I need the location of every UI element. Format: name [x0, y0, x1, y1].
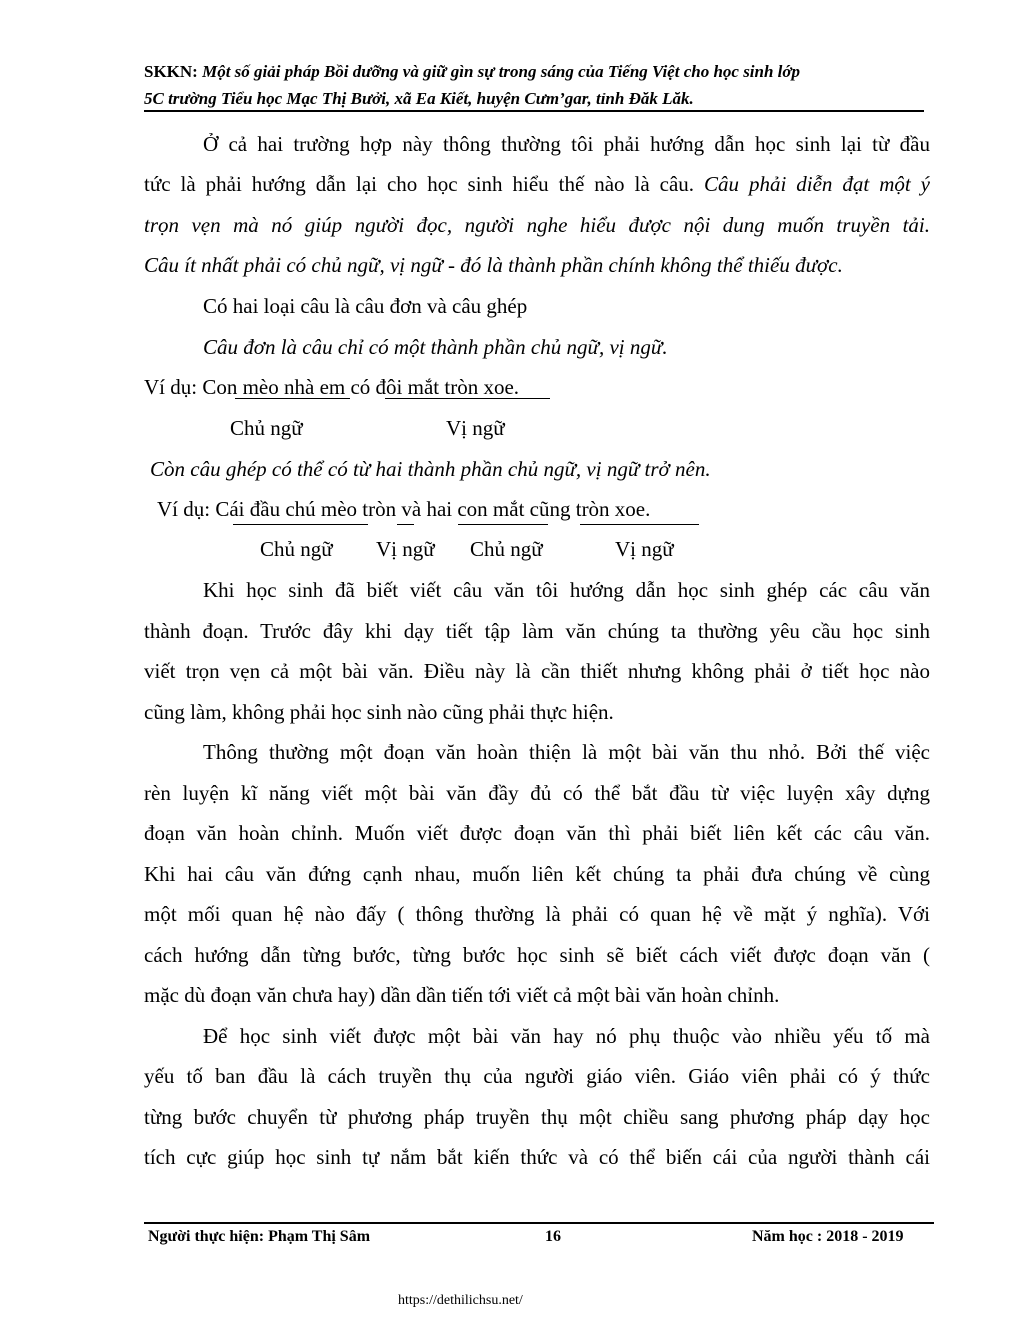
header-title-line-1: Một số giải pháp Bồi dưỡng và giữ gìn sự trong sáng của Tiếng Việt cho học sinh lớp — [202, 62, 801, 81]
header-line-1 — [144, 58, 924, 85]
p1-line-4: Câu ít nhất phải có chủ ngữ, vị ngữ - đó là thành phần chính không thể thiếu được. — [144, 253, 843, 277]
p7-line-2: yếu tố ban đầu là cách truyền thụ của người giáo viên. Giáo viên phải có ý thức — [144, 1064, 930, 1088]
footer-rule — [144, 1222, 934, 1224]
p3-line: Câu đơn là câu chỉ có một thành phần chủ ngữ, vị ngữ. — [203, 335, 668, 359]
example-1-predicate-label: Vị ngữ — [446, 416, 505, 440]
example-2-predicate-2-underline — [580, 524, 699, 525]
page-header — [144, 58, 924, 112]
example-2-subject-2-underline — [458, 524, 548, 525]
example-1-subject-label: Chủ ngữ — [230, 416, 303, 440]
p4-line: Còn câu ghép có thể có từ hai thành phần chủ ngữ, vị ngữ trở nên. — [150, 457, 711, 481]
example-2-subject-1-label: Chủ ngữ — [260, 537, 333, 561]
p6-line-7: mặc dù đoạn văn chưa hay) dần dần tiến tới viết cả một bài văn hoàn chỉnh. — [144, 983, 780, 1007]
footer-school-year: Năm học : 2018 - 2019 — [752, 1228, 904, 1245]
footer-page-number: 16 — [545, 1228, 561, 1245]
header-prefix: SKKN: — [144, 62, 198, 81]
p7-line-4: tích cực giúp học sinh tự nắm bắt kiến thức và có thể biến cái của người thành cái — [144, 1145, 930, 1169]
example-2-predicate-1-label: Vị ngữ — [376, 537, 435, 561]
source-url-link[interactable]: https://dethilichsu.net/ — [398, 1293, 523, 1308]
p1-line-1: Ở cả hai trường hợp này thông thường tôi phải hướng dẫn học sinh lại từ đầu — [203, 132, 930, 156]
p7-line-3: từng bước chuyển từ phương pháp truyền thụ một chiều sang phương pháp dạy học — [144, 1105, 930, 1129]
example-2-sentence: Ví dụ: Cái đầu chú mèo tròn và hai con mắt cũng tròn xoe. — [157, 497, 651, 521]
example-2-subject-2-label: Chủ ngữ — [470, 537, 543, 561]
p1-line-3: trọn vẹn mà nó giúp người đọc, người nghe hiểu được nội dung muốn truyền tải. — [144, 213, 930, 237]
p6-line-5: một mối quan hệ nào đấy ( thông thường là phải có quan hệ về mặt ý nghĩa). Với — [144, 902, 930, 926]
p6-line-3: đoạn văn hoàn chỉnh. Muốn viết được đoạn văn thì phải biết liên kết các câu văn. — [144, 821, 930, 845]
p6-line-6: cách hướng dẫn từng bước, từng bước học sinh sẽ biết cách viết được đoạn văn ( — [144, 943, 930, 967]
p5-line-1: Khi học sinh đã biết viết câu văn tôi hướng dẫn học sinh ghép các câu văn — [203, 578, 930, 602]
footer-author: Người thực hiện: Phạm Thị Sâm — [148, 1228, 371, 1245]
p6-line-1: Thông thường một đoạn văn hoàn thiện là một bài văn thu nhỏ. Bởi thế việc — [203, 740, 930, 764]
example-2-predicate-2-label: Vị ngữ — [615, 537, 674, 561]
example-1-subject-underline — [235, 398, 350, 399]
example-2-subject-1-underline — [233, 524, 368, 525]
p6-line-4: Khi hai câu văn đứng cạnh nhau, muốn liên kết chúng ta phải đưa chúng về cùng — [144, 862, 930, 886]
p1-line-2 — [144, 170, 930, 198]
example-1-predicate-underline — [385, 398, 550, 399]
header-rule — [144, 110, 924, 112]
example-1-sentence: Ví dụ: Con mèo nhà em có đôi mắt tròn xoe. — [144, 375, 520, 399]
p5-line-2: thành đoạn. Trước đây khi dạy tiết tập làm văn chúng ta thường yêu cầu học sinh — [144, 619, 930, 643]
p5-line-4: cũng làm, không phải học sinh nào cũng phải thực hiện. — [144, 700, 614, 724]
p7-line-1: Để học sinh viết được một bài văn hay nó phụ thuộc vào nhiều yếu tố mà — [203, 1024, 930, 1048]
p1-line-2-italic: Câu phải diễn đạt một ý — [704, 172, 930, 196]
p2-line: Có hai loại câu là câu đơn và câu ghép — [203, 294, 528, 318]
example-2-predicate-1-underline — [397, 524, 414, 525]
p1-line-2-regular: tức là phải hướng dẫn lại cho học sinh hiểu thế nào là câu. — [144, 172, 704, 196]
p6-line-2: rèn luyện kĩ năng viết một bài văn đầy đủ có thể bắt đầu từ việc luyện xây dựng — [144, 781, 930, 805]
header-title-line-2: 5C trường Tiểu học Mạc Thị Bưởi, xã Ea Kiết, huyện Cưm’gar, tỉnh Đăk Lăk. — [144, 89, 694, 108]
p5-line-3: viết trọn vẹn cả một bài văn. Điều này là cần thiết nhưng không phải ở tiết học nào — [144, 659, 930, 683]
